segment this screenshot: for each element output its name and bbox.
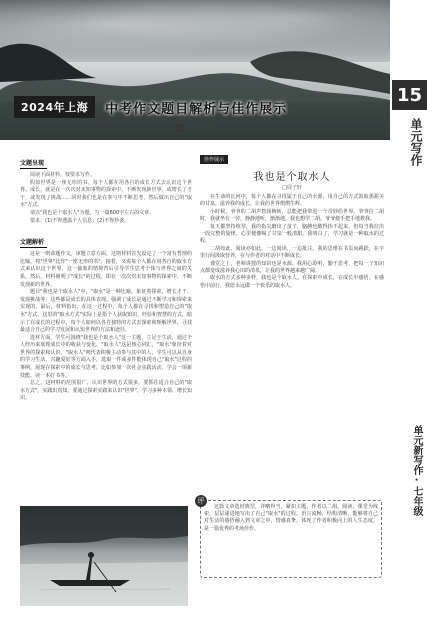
comment-text: 这篇文章选材典型，详略得当，紧扣主题，作者以二胡、阅读、课堂为线索，层层递进地写出了自己"取水"的过程。语言流畅，结构清晰，能够将自己对生活的感悟融入到文章之中，情感真挚，体现了作者积极向上的人生态度，是一篇优秀的考场佳作。 <box>204 504 378 532</box>
essay-author: □周子轩 <box>282 185 302 191</box>
prompt-paragraph: 阅读下面材料，按要求写作。 <box>30 172 96 178</box>
header-landscape-photo <box>0 0 390 140</box>
title-year-tag: 2024年上海 <box>14 96 95 118</box>
author-line: 山东 崔明亮 <box>178 124 214 131</box>
essay-paragraph: 在生命的长河中，每个人都在寻找属于自己的水源，用自己的方式汲取那甜美的甘泉，滋养我的成长，让我的世界熠熠生辉。 <box>200 194 384 208</box>
article-title-bar <box>14 96 344 118</box>
comment-badge-icon: 评 <box>195 495 207 507</box>
essay-title: 我也是个取水人 <box>253 172 331 183</box>
analysis-section <box>20 229 192 403</box>
essay-paragraph: 小时候，爷爷的二胡声悠扬婉转，总能把我带进一个奇妙的世界。爷爷拉二胡时，我就坐在一旁，静静地听。渐渐地，我也想学二胡，爷爷便手把手地教我。 <box>200 208 384 223</box>
essay-paragraph: 二胡如此，阅读亦如此。一边阅读，一边批注，我的思维在书页间跳跃，在字里行间汲取营养，在与作者的对话中不断成长。 <box>200 245 384 260</box>
essay-section-tag: 佳作展示 <box>200 155 228 164</box>
prompt-section <box>20 150 192 225</box>
analysis-paragraph: 总之，这材料的范围很广，认识世界的方式很多，要抓住适合自己的"取水方式"，实践出真知，要通过探索实践来认识"世界"，学习多种本领、增长知识。 <box>20 380 192 402</box>
teacher-comment-box <box>197 497 382 578</box>
side-section-label: 单元写作 <box>409 118 423 166</box>
page-number: 15 <box>392 80 427 110</box>
essay-paragraph: 课堂之上，老师讲授的知识也是水源。我用心聆听，勤于思考，把每一个知识点都变成滋养我心田的清泉，让我的世界越来越广阔。 <box>200 260 384 275</box>
prompt-paragraph: 假如世界是一座无形的书，每个人都在用各自的成长方式去认识这个世界。成长，就是在一次次对未知事物的探索中，不断发现新世界，或增长了才干，或发现了挑战……同时我们也是在参与中不断思考，然后做出自己的"取水"方式。 <box>20 179 192 209</box>
sample-essay <box>200 146 384 290</box>
essay-paragraph: 每天都坚持练琴，我的指尖磨出了茧子，胳膊也酸得抬不起来。但每当我拉出一段完整的旋律，心里便像喝了甘泉一般清甜。我明白了，学习就是一种取水的过程。 <box>200 223 384 245</box>
prompt-paragraph: 要求：(1)不得透露个人信息；(2)不得抄袭。 <box>30 217 130 224</box>
article-title: 中考作文题目解析与佳作展示 <box>105 101 288 117</box>
analysis-paragraph: 这是一则命题作文。审题立意方面，这则材料首先设定了一个富有哲理的比喻，将"世界"比作"一座无形的书"。接着，又说每个人都在用各自的取水方式来认识这个世界，这一抽象的情境背后引导学生思考个体与世界之间的关系。然后，材料阐明了"成长"的过程，即在一次次对未知事物的探索中，不断发现新的世界。 <box>20 251 192 288</box>
left-column <box>20 150 192 403</box>
boat-scene-illustration <box>20 506 188 606</box>
side-journal-label: 单元新写作·七年级 <box>411 425 422 516</box>
prompt-section-tag: 文题呈现 <box>20 158 47 169</box>
analysis-paragraph: 选材方面，学生可围绕"我也是个取水人"这一主题，立足于生活，通过个人经历来展现成长中的收获与变化。"取水人"这是核心词汇，"取水"象征着对世界的探索和认识，"取水人"则代表积极主动参与其中的人。学生可以从自身的学习生活、兴趣爱好等方面入手，选取一件或多件能体现自己"取水"过程的事例，展现在探索中的成长与思考。比如参加一次社会实践活动、学会一项新技能、读一本好书等。 <box>20 334 192 379</box>
analysis-paragraph: 题目"我也是个取水人"中，"取水"是一种比喻，象征着探索、增长才干、发现挑战等，这些都是成长的具体表现。强调了成长是通过不断学习和探索来实现的。最后，材料指出，在这一过程中，每个人都在寻找和塑造自己的"取水"方式，这里的"取水方式"实际上是指个人获取知识、经验和智慧的方式，暗示了在成长的过程中，每个人如何以各自独特的方式去探索和理解世界，寻找最适合自己的学习发展和认知世界的方法和途径。 <box>20 289 192 334</box>
boat-photo <box>20 506 188 606</box>
prompt-paragraph: 请以"我也是个取水人"为题，写一篇600字左右的文章。 <box>30 209 155 216</box>
essay-paragraph: 取水的方式多种多样，我也是个取水人。在探索中成长，在成长中感悟，在感悟中前行，我愿永远做一个快乐的取水人。 <box>200 275 384 289</box>
analysis-section-tag: 文题解析 <box>20 237 47 248</box>
square-icon <box>178 125 184 131</box>
